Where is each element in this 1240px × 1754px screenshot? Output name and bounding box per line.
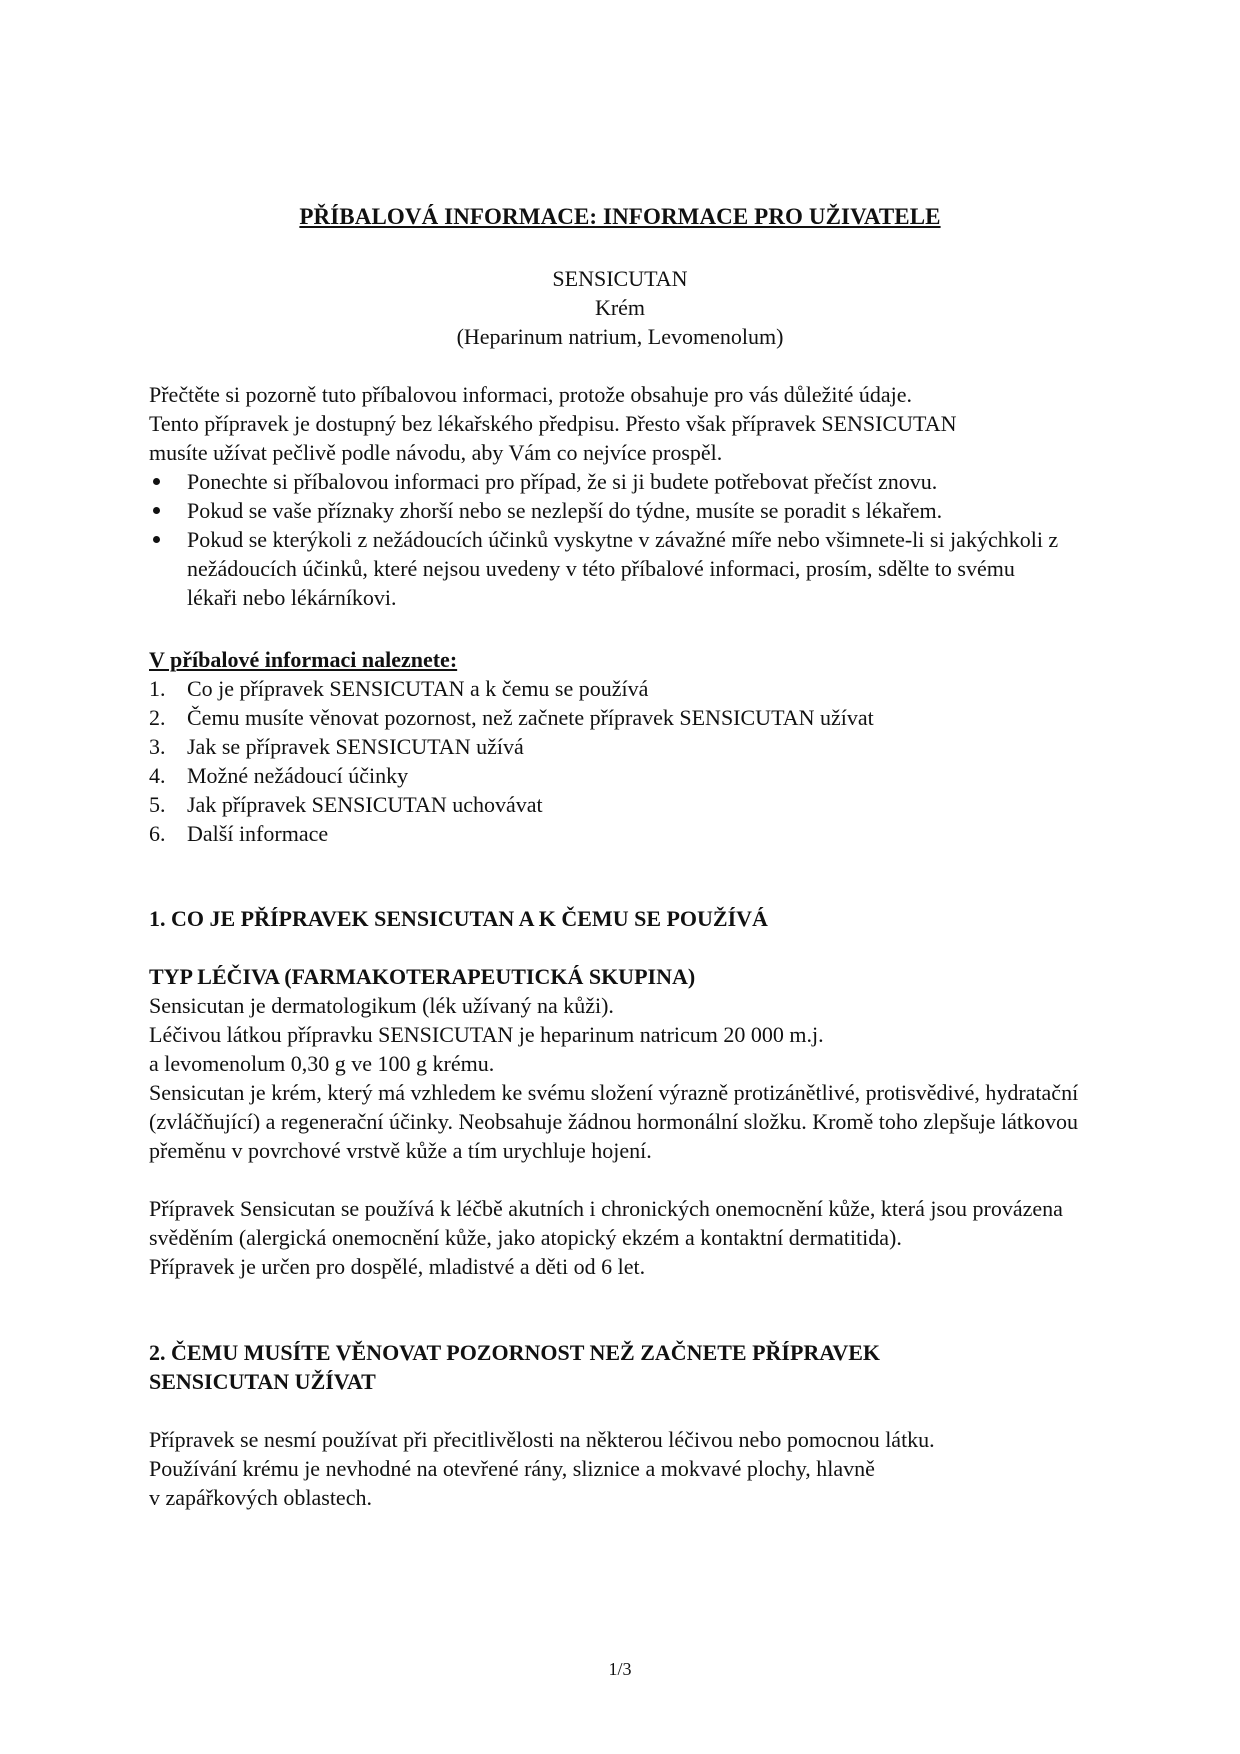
toc-item-number: 6. [149, 821, 166, 846]
toc-item [149, 674, 1099, 703]
section-2 [149, 1338, 1099, 1512]
toc-item [149, 732, 1099, 761]
intro-line: musíte užívat pečlivě podle návodu, aby Vám co nejvíce prospěl. [149, 440, 723, 465]
section-2-paragraph: Přípravek se nesmí používat při přecitlivělosti na některou léčivou nebo pomocnou látku. [149, 1427, 935, 1452]
product-substance: (Heparinum natrium, Levomenolum) [456, 324, 784, 349]
toc-item [149, 819, 1099, 848]
bullet-dot-icon [153, 507, 160, 514]
toc-item-text: Co je přípravek SENSICUTAN a k čemu se používá [187, 676, 649, 701]
section-1-paragraph: Sensicutan je dermatologikum (lék užívaný na kůži). [149, 993, 614, 1018]
section-2-paragraph: v zapářkových oblastech. [149, 1485, 372, 1510]
toc-item-number: 1. [149, 676, 166, 701]
toc-item-number: 2. [149, 705, 166, 730]
page-number: 1/3 [608, 1659, 632, 1679]
section-1-heading: 1. CO JE PŘÍPRAVEK SENSICUTAN A K ČEMU SE POUŽÍVÁ [149, 906, 768, 931]
section-1-subheading: TYP LÉČIVA (FARMAKOTERAPEUTICKÁ SKUPINA) [149, 964, 696, 989]
toc-item-text: Možné nežádoucí účinky [187, 763, 409, 788]
intro-bullet-list [149, 467, 1099, 612]
intro-line: Přečtěte si pozorně tuto příbalovou informaci, protože obsahuje pro vás důležité údaje. [149, 382, 913, 407]
table-of-contents [149, 645, 1099, 848]
toc-item [149, 761, 1099, 790]
section-2-heading: 2. ČEMU MUSÍTE VĚNOVAT POZORNOST NEŽ ZAČNETE PŘÍPRAVEK [149, 1340, 881, 1365]
toc-item-number: 4. [149, 763, 166, 788]
section-1-paragraph: Sensicutan je krém, který má vzhledem ke svému složení výrazně protizánětlivé, protisvědivé, hydratační (zvláčňující) a regenerační účinky. Neobsahuje žádnou hormonální složku. Kromě toho zlepšuje látkovou přeměnu v povrchové vrstvě kůže a tím urychluje hojení. [149, 1080, 1079, 1163]
section-1-paragraph: Přípravek Sensicutan se používá k léčbě akutních i chronických onemocnění kůže, která jsou provázena svěděním (alergická onemocnění kůže, jako atopický ekzém a kontaktní dermatitida). [149, 1196, 1063, 1250]
toc-item-text: Jak se přípravek SENSICUTAN užívá [187, 734, 524, 759]
toc-item-text: Jak přípravek SENSICUTAN uchovávat [187, 792, 543, 817]
bullet-text: Pokud se vaše příznaky zhorší nebo se nezlepší do týdne, musíte se poradit s lékařem. [187, 498, 943, 523]
section-1-paragraph: Přípravek je určen pro dospělé, mladistvé a děti od 6 let. [149, 1254, 646, 1279]
section-1-paragraph: Léčivou látkou přípravku SENSICUTAN je heparinum natricum 20 000 m.j. [149, 1022, 824, 1047]
document-title: PŘÍBALOVÁ INFORMACE: INFORMACE PRO UŽIVATELE [299, 204, 941, 229]
toc-item-number: 3. [149, 734, 166, 759]
bullet-item [149, 496, 1099, 525]
section-2-paragraph: Používání krému je nevhodné na otevřené rány, sliznice a mokvavé plochy, hlavně [149, 1456, 875, 1481]
product-form: Krém [594, 295, 646, 320]
bullet-dot-icon [153, 536, 160, 543]
toc-item-text: Čemu musíte věnovat pozornost, než začnete přípravek SENSICUTAN užívat [187, 705, 874, 730]
toc-item [149, 790, 1099, 819]
toc-list [149, 674, 1099, 848]
intro-line: Tento přípravek je dostupný bez lékařského předpisu. Přesto však přípravek SENSICUTAN [149, 411, 957, 436]
bullet-item [149, 525, 1099, 612]
bullet-item [149, 467, 1099, 496]
bullet-text: Pokud se kterýkoli z nežádoucích účinků vyskytne v závažné míře nebo všimnete-li si jakýchkoli z nežádoucích účinků, které nejsou uvedeny v této příbalové informaci, prosím, sdělte to svému lékaři nebo lékárníkovi. [187, 527, 1059, 610]
toc-heading: V příbalové informaci naleznete: [149, 647, 458, 672]
section-1-paragraph: a levomenolum 0,30 g ve 100 g krému. [149, 1051, 495, 1076]
product-name: SENSICUTAN [552, 266, 688, 291]
intro-section [149, 380, 1099, 612]
bullet-dot-icon [153, 478, 160, 485]
section-2-heading: SENSICUTAN UŽÍVAT [149, 1369, 376, 1394]
section-1 [149, 904, 1099, 1281]
toc-item-text: Další informace [187, 821, 329, 846]
toc-item-number: 5. [149, 792, 166, 817]
bullet-text: Ponechte si příbalovou informaci pro případ, že si ji budete potřebovat přečíst znovu. [187, 469, 938, 494]
toc-item [149, 703, 1099, 732]
